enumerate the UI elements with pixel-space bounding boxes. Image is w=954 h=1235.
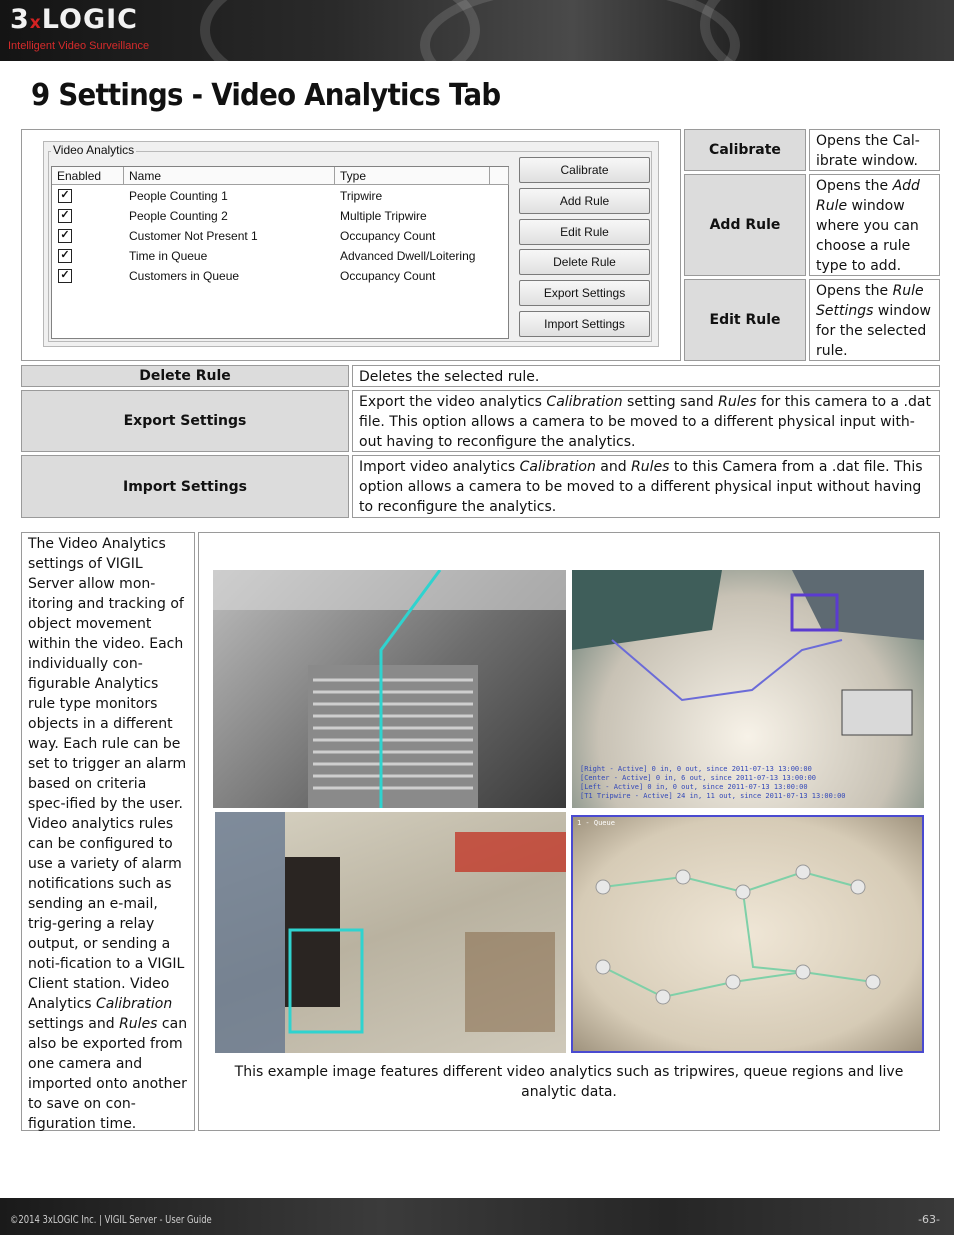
camera-view-queue xyxy=(571,815,924,1053)
entrance-scene xyxy=(213,570,566,808)
image-caption: This example image features different video analytics such as tripwires, queue regions and live analytic data. xyxy=(234,1064,904,1100)
rule-type: Tripwire xyxy=(340,189,383,203)
add-rule-label: Add Rule xyxy=(684,174,806,276)
rule-name: Time in Queue xyxy=(129,249,208,263)
queue-label: 1 - Queue xyxy=(577,819,615,827)
import-settings-button[interactable]: Import Settings xyxy=(519,311,650,337)
column-header-name[interactable]: Name xyxy=(124,167,335,185)
camera-view-checkout xyxy=(215,812,566,1053)
rules-list[interactable] xyxy=(51,166,509,339)
delete-rule-description: Deletes the selected rule. xyxy=(352,365,940,387)
list-item[interactable] xyxy=(52,207,508,227)
camera-view-store xyxy=(572,570,924,808)
rule-name: Customers in Queue xyxy=(129,269,240,283)
add-rule-description: Opens the Add Rule window where you can choose a rule type to add. xyxy=(809,174,940,276)
enabled-checkbox[interactable]: ✓ xyxy=(58,229,72,243)
side-description: The Video Analytics settings of VIGIL Server allow mon-itoring and tracking of object movement within the video. Each individually con-figurable Analytics rule type monitors objects in a different way. Each rule can be set to trigger an alarm based on criteria spec-ified by the user. Video analytics rules can be configured to use a variety of alarm notifications such as sending an e-mail, trig-gering a relay output, or sending a noti-fication to a VIGIL Client station. Video Analytics Calibration settings and Rules can also be exported from one camera and imported onto another to save on con-figuration time. xyxy=(21,532,195,1131)
rule-type: Occupancy Count xyxy=(340,229,436,243)
export-settings-label: Export Settings xyxy=(21,390,349,452)
checkout-scene xyxy=(215,812,566,1053)
footer-copyright: ©2014 3xLOGIC Inc. | VIGIL Server - User Guide xyxy=(10,1213,212,1226)
import-settings-label: Import Settings xyxy=(21,455,349,518)
edit-rule-button[interactable]: Edit Rule xyxy=(519,219,650,245)
edit-rule-label: Edit Rule xyxy=(684,279,806,361)
page-title: 9 Settings - Video Analytics Tab xyxy=(31,78,501,113)
calibrate-label: Calibrate xyxy=(684,129,806,171)
camera-view-entrance xyxy=(213,570,566,808)
rule-type: Advanced Dwell/Loitering xyxy=(340,249,476,263)
column-header-filler xyxy=(490,167,509,185)
enabled-checkbox[interactable]: ✓ xyxy=(58,249,72,263)
queue-scene xyxy=(573,817,922,1051)
list-item[interactable] xyxy=(52,187,508,207)
frame-title: Video Analytics xyxy=(53,143,135,157)
delete-rule-label: Delete Rule xyxy=(21,365,349,387)
rule-name: People Counting 1 xyxy=(129,189,228,203)
enabled-checkbox[interactable]: ✓ xyxy=(58,209,72,223)
banner-swirl xyxy=(420,0,740,61)
import-settings-description: Import video analytics Calibration and Rules to this Camera from a .dat file. This option allows a camera to be moved to a different physical input without having to reconfigure the analytics. xyxy=(352,455,940,518)
list-item[interactable] xyxy=(52,227,508,247)
export-settings-button[interactable]: Export Settings xyxy=(519,280,650,306)
company-logo: 3xLOGIC xyxy=(10,4,138,35)
rule-type: Multiple Tripwire xyxy=(340,209,427,223)
edit-rule-description: Opens the Rule Settings window for the selected rule. xyxy=(809,279,940,361)
calibrate-description: Opens the Cal-ibrate window. xyxy=(809,129,940,171)
logo-tagline: Intelligent Video Surveillance xyxy=(8,40,150,52)
page-footer xyxy=(0,1198,954,1235)
analytics-overlay-text: [Right - Active] 0 in, 0 out, since 2011-07-13 13:00:00 [Center - Active] 0 in, 6 out, since 2011-07-13 13:00:00 [Left - Active] 0 in, 0 out, since 2011-07-13 13:00:00 [T1 Tripwire - Active] 24 in, 11 out, since 2011-07-13 13:00:00 xyxy=(580,765,846,800)
list-item[interactable] xyxy=(52,247,508,267)
column-header-type[interactable]: Type xyxy=(335,167,490,185)
video-analytics-dialog xyxy=(43,141,659,347)
page-number: -63- xyxy=(918,1213,940,1226)
delete-rule-button[interactable]: Delete Rule xyxy=(519,249,650,275)
banner-swirl xyxy=(700,0,954,61)
header-banner xyxy=(0,0,954,61)
column-header-enabled[interactable]: Enabled xyxy=(52,167,124,185)
rule-name: People Counting 2 xyxy=(129,209,228,223)
add-rule-button[interactable]: Add Rule xyxy=(519,188,650,214)
example-image-cell xyxy=(198,532,940,1131)
rule-name: Customer Not Present 1 xyxy=(129,229,258,243)
export-settings-description: Export the video analytics Calibration setting sand Rules for this camera to a .dat file. This option allows a camera to be moved to a different physical input with-out having to reconfigure the analytics. xyxy=(352,390,940,452)
enabled-checkbox[interactable]: ✓ xyxy=(58,269,72,283)
enabled-checkbox[interactable]: ✓ xyxy=(58,189,72,203)
rule-type: Occupancy Count xyxy=(340,269,436,283)
calibrate-button[interactable]: Calibrate xyxy=(519,157,650,183)
list-item[interactable] xyxy=(52,267,508,287)
